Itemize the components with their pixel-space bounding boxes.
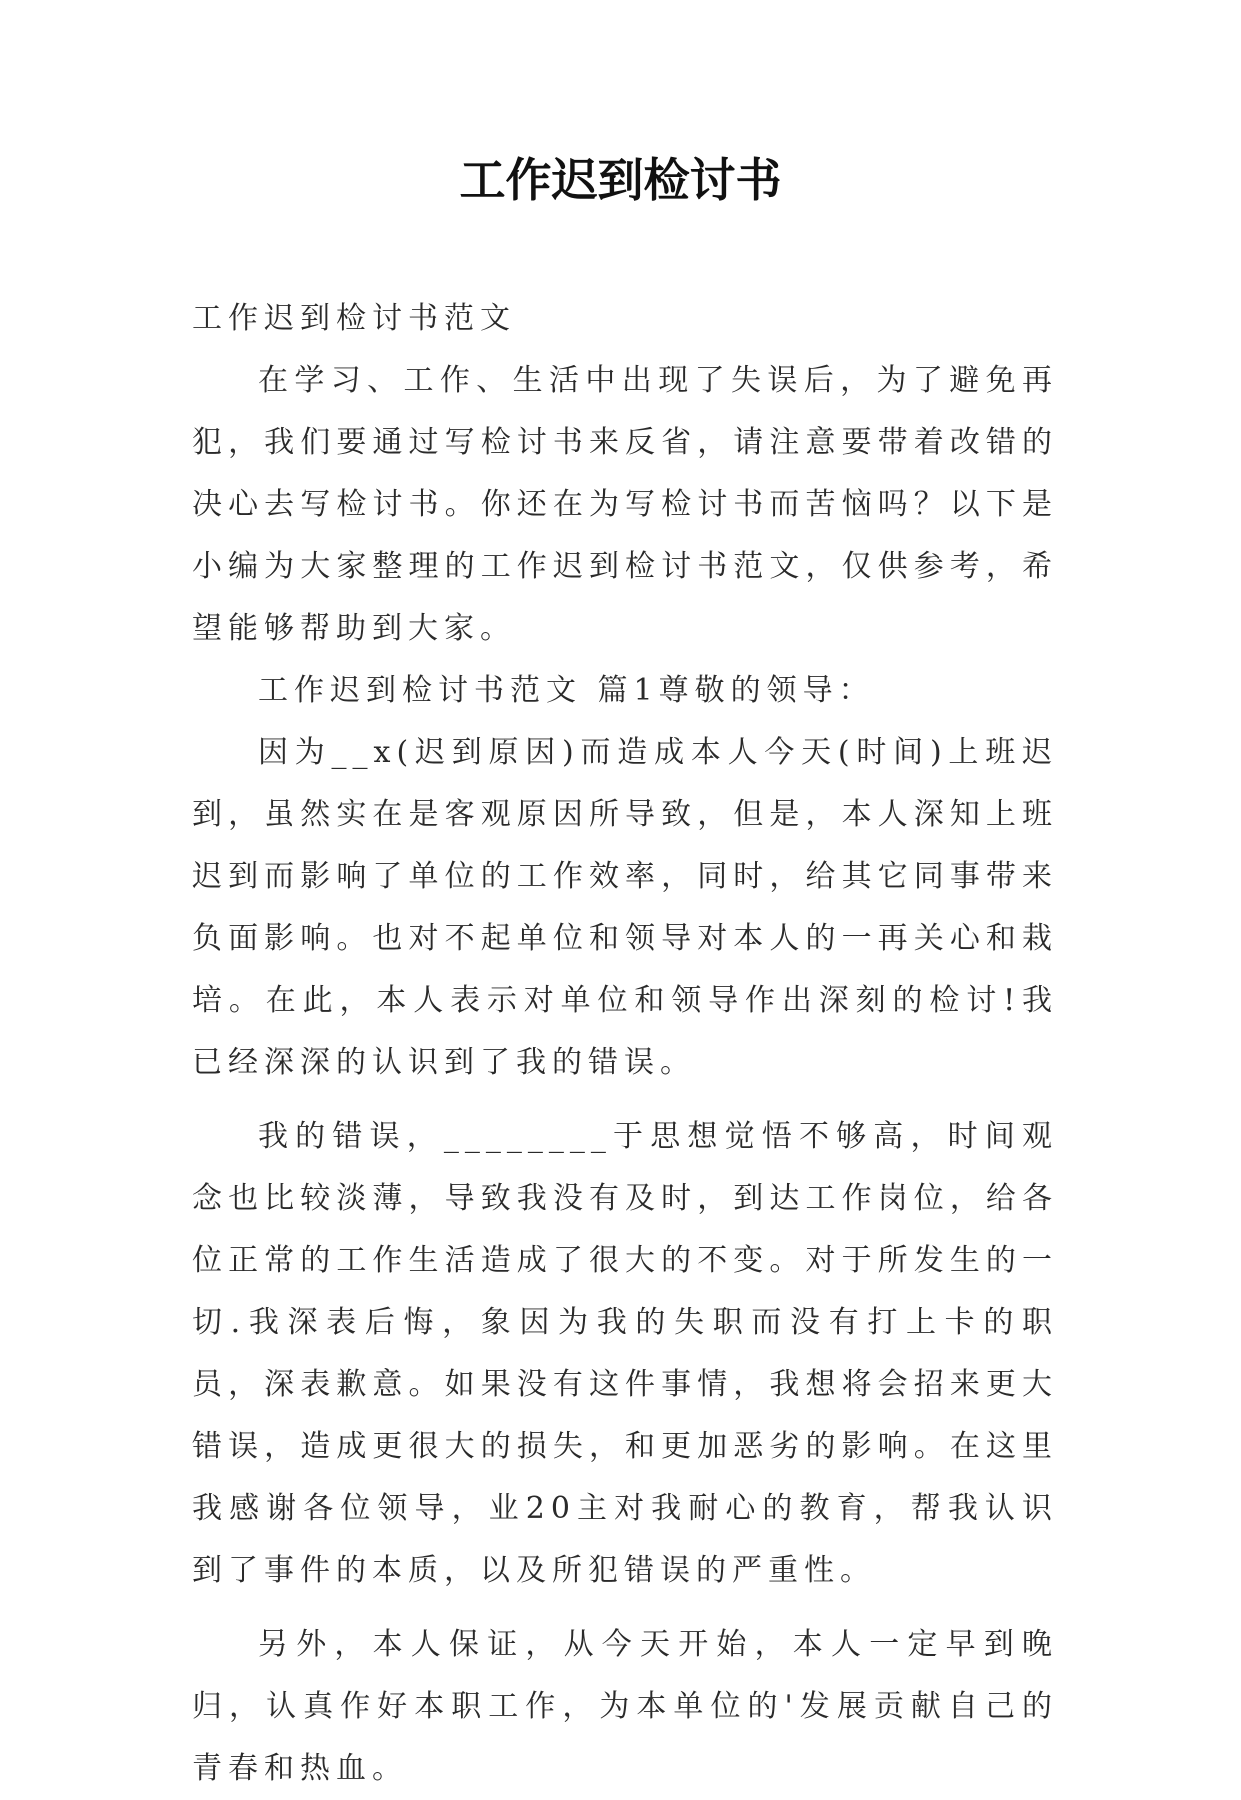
promise-paragraph: 另外，本人保证，从今天开始，本人一定早到晚归，认真作好本职工作，为本单位的'发展贡献自己的青春和热血。 (192, 1627, 1058, 1786)
error-paragraph: 我的错误，________于思想觉悟不够高，时间观念也比较淡薄，导致我没有及时，到达工作岗位，给各位正常的工作生活造成了很大的不变。对于所发生的一切.我深表后悔，象因为我的失职而没有打上卡的职员，深表歉意。如果没有这件事情，我想将会招来更大错误，造成更很大的损失，和更加恶劣的影响。在这里我感谢各位领导，业20主对我耐心的教育，帮我认识到了事件的本质，以及所犯错误的严重性。 (192, 1119, 1058, 1588)
document-body (192, 288, 1058, 1800)
intro-paragraph: 在学习、工作、生活中出现了失误后，为了避免再犯，我们要通过写检讨书来反省，请注意要带着改错的决心去写检讨书。你还在为写检讨书而苦恼吗？以下是小编为大家整理的工作迟到检讨书范文，仅供参考，希望能够帮助到大家。 (192, 363, 1058, 646)
document-title: 工作迟到检讨书 (459, 153, 782, 207)
salutation-paragraph: 工作迟到检讨书范文 篇1尊敬的领导： (258, 673, 875, 708)
reason-paragraph: 因为__x(迟到原因)而造成本人今天(时间)上班迟到，虽然实在是客观原因所导致，但是，本人深知上班迟到而影响了单位的工作效率，同时，给其它同事带来负面影响。也对不起单位和领导对本人的一再关心和栽培。在此，本人表示对单位和领导作出深刻的检讨!我已经深深的认识到了我的错误。 (192, 735, 1058, 1080)
subtitle-paragraph: 工作迟到检讨书范文 (192, 301, 516, 336)
